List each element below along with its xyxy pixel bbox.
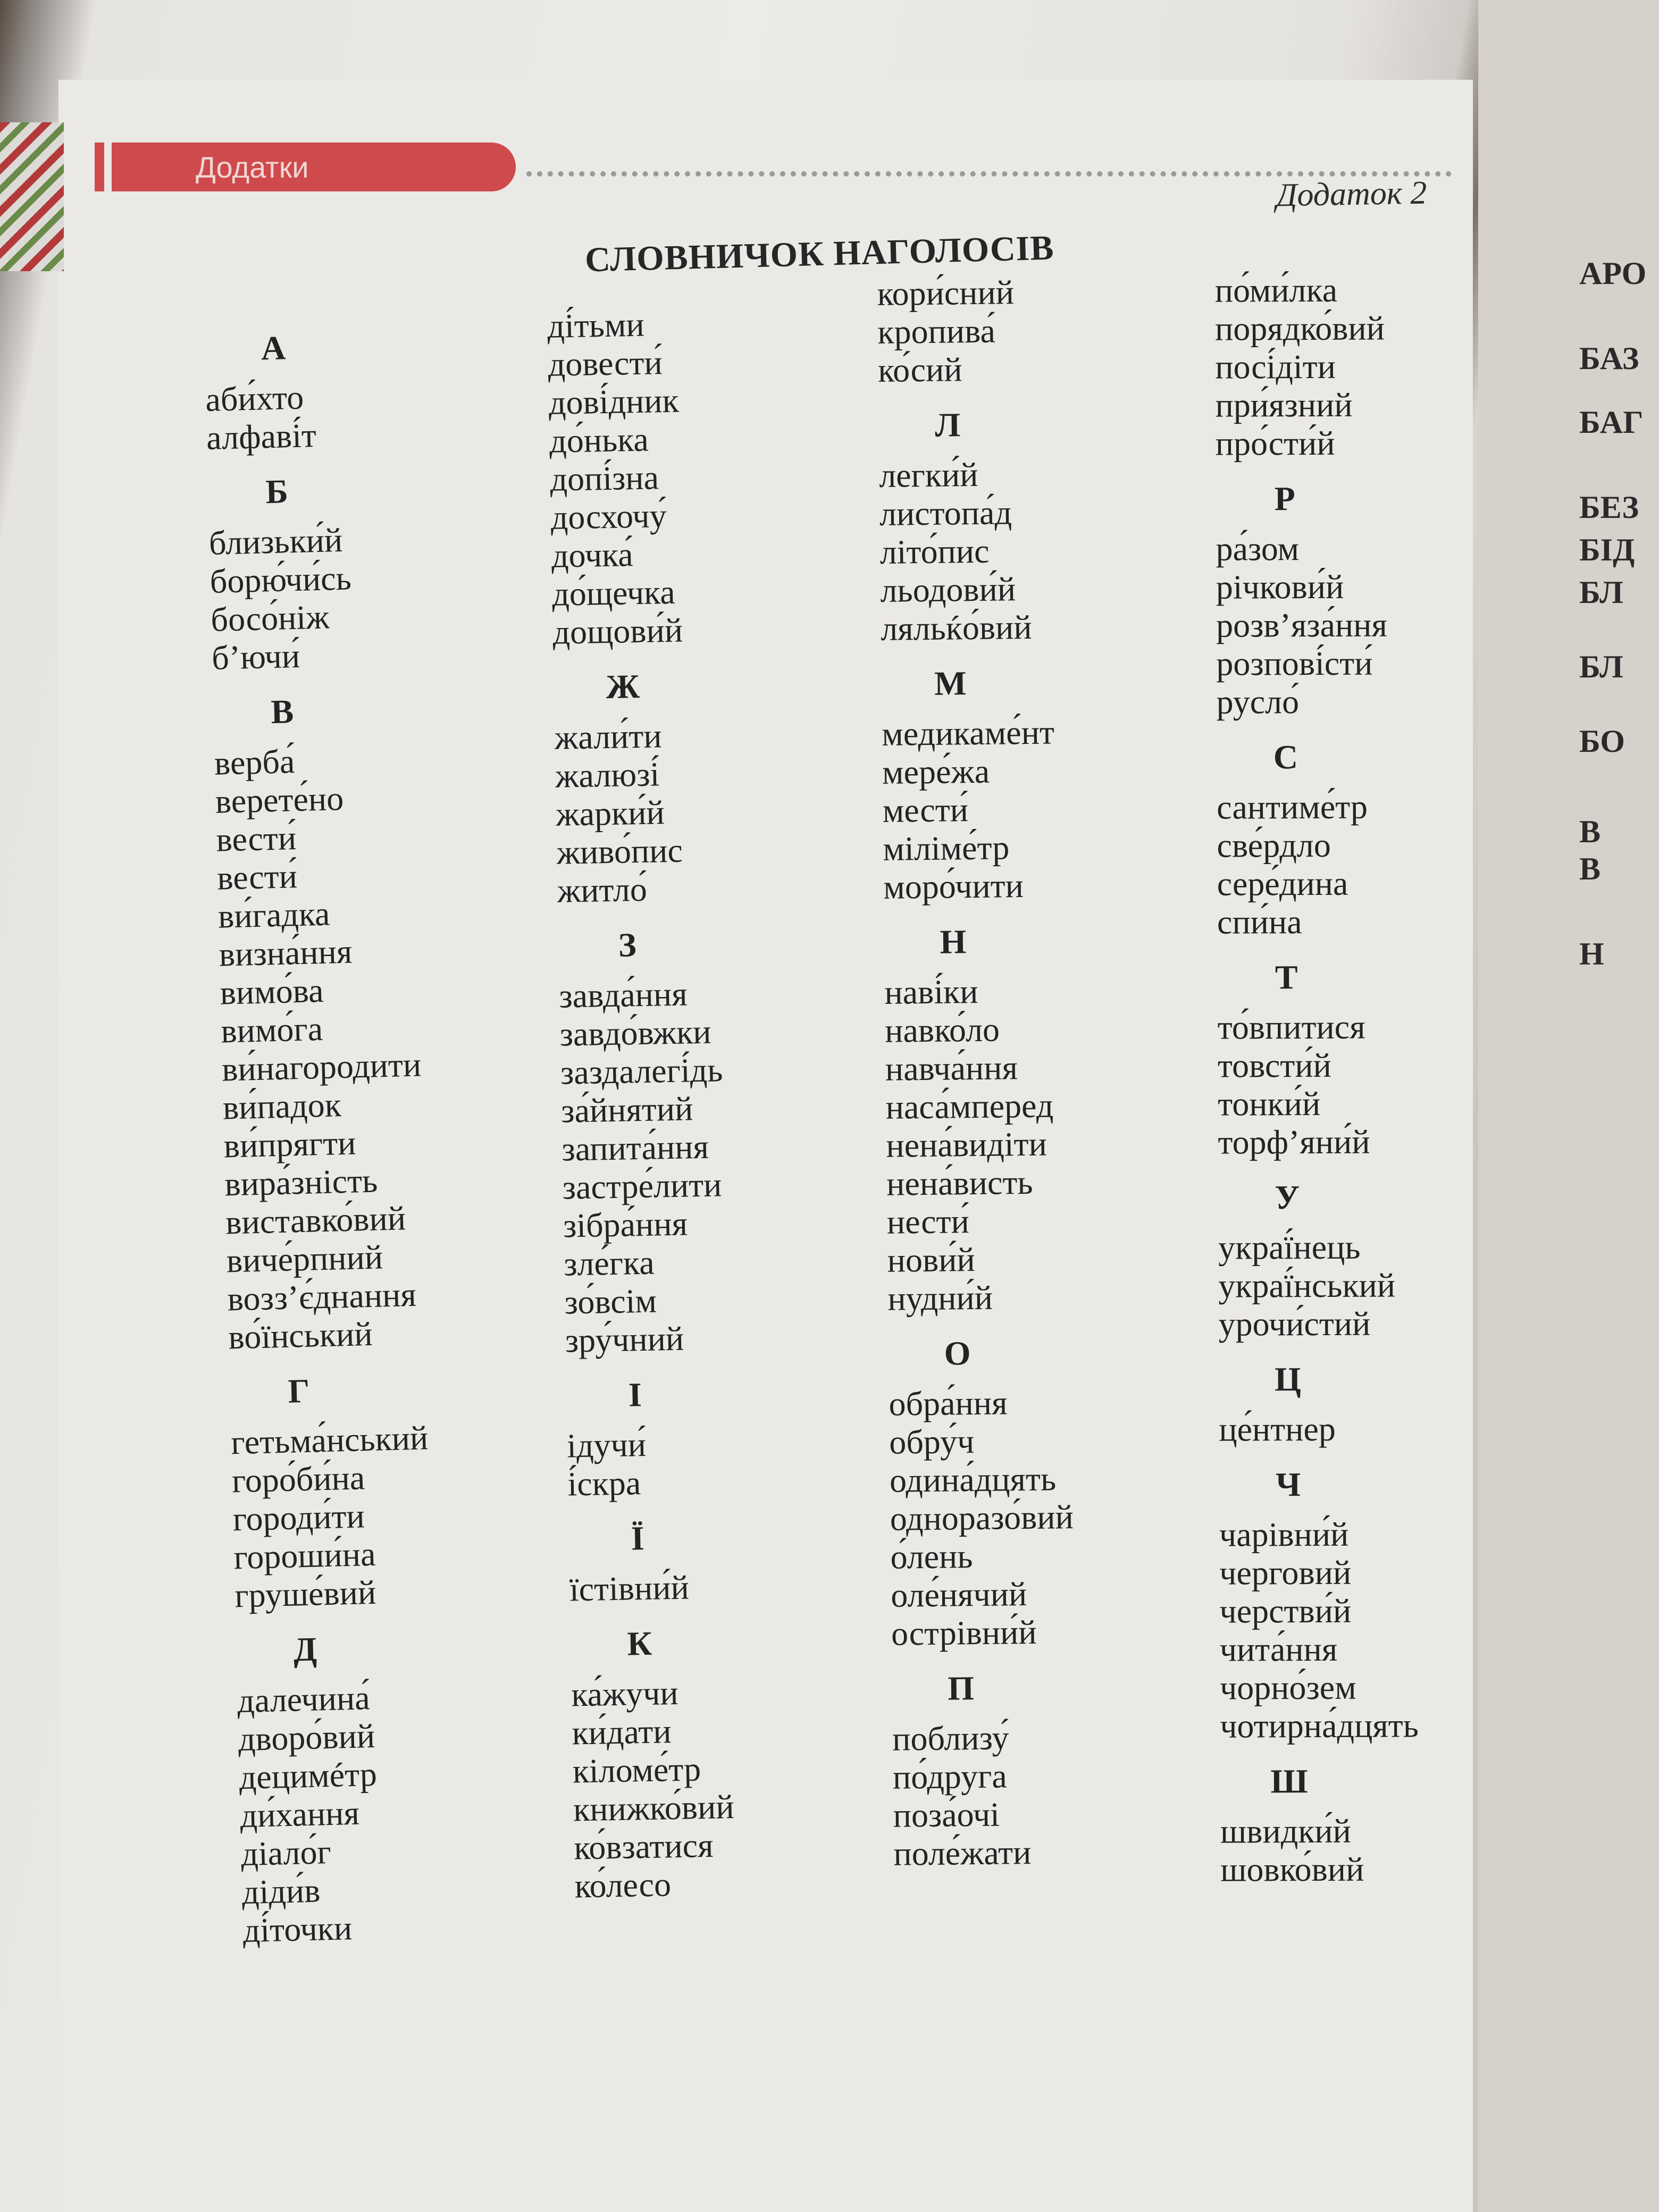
dictionary-word: груше́вий	[234, 1573, 376, 1615]
dictionary-word: чотирна́дцять	[1220, 1706, 1419, 1745]
dictionary-word: русло́	[1216, 683, 1300, 721]
dictionary-word: і́скра	[567, 1464, 641, 1503]
dictionary-word: заздалегі́дь	[560, 1051, 723, 1092]
dictionary-word: борю́чи́сь	[209, 559, 352, 600]
dictionary-word: дові́дник	[548, 381, 680, 422]
next-page-fragment: БІД	[1579, 532, 1635, 567]
dictionary-word: по́ми́лка	[1214, 271, 1338, 309]
dictionary-word: сантиме́тр	[1217, 787, 1368, 826]
dictionary-word: ви́падок	[222, 1086, 342, 1127]
dictionary-word: вимо́га	[220, 1009, 323, 1050]
section-letter: Б	[265, 472, 289, 511]
dictionary-word: децимéтр	[238, 1755, 378, 1797]
dictionary-word: чорно́зем	[1219, 1668, 1356, 1707]
dictionary-word: дощови́й	[552, 611, 683, 651]
dictionary-word: горо́би́на	[231, 1459, 366, 1500]
dictionary-word: ді́тьми	[547, 305, 645, 345]
dictionary-word: ко́сий	[877, 350, 962, 389]
next-page-fragment: Н	[1579, 936, 1604, 971]
dictionary-word: ідучи́	[566, 1425, 647, 1465]
dictionary-word: черговий	[1219, 1553, 1352, 1592]
dictionary-word: нена́видіти	[886, 1125, 1048, 1164]
dictionary-word: ляльќо́вий	[880, 608, 1032, 648]
next-page-fragment: АРО	[1579, 256, 1647, 291]
dictionary-word: урочи́стий	[1218, 1304, 1371, 1343]
dictionary-word: зле́гка	[563, 1243, 655, 1283]
dictionary-word: поблизу́	[892, 1719, 1009, 1758]
dictionary-word: легки́й	[878, 455, 978, 495]
dictionary-word: ди́хання	[239, 1794, 360, 1835]
dictionary-word: наві́ки	[884, 972, 978, 1011]
dictionary-word: посі́діти	[1215, 347, 1336, 386]
dictionary-word: про́сти́й	[1215, 424, 1335, 463]
dictionary-word: розв’яза́ння	[1216, 606, 1388, 644]
dictionary-word: возз’є́днання	[227, 1275, 417, 1318]
dictionary-word: обру́ч	[889, 1422, 975, 1461]
dictionary-word: зо́всім	[564, 1281, 657, 1321]
section-letter: Ч	[1276, 1465, 1301, 1504]
dictionary-word: за́йнятий	[560, 1090, 693, 1130]
dictionary-word: дочка́	[551, 535, 634, 575]
dictionary-word: тонки́й	[1218, 1084, 1321, 1123]
dictionary-word: ви́нагородити	[221, 1045, 422, 1088]
section-letter: Ц	[1274, 1360, 1301, 1398]
section-letter: Д	[292, 1630, 317, 1669]
dictionary-word: нести́	[886, 1202, 970, 1241]
dictionary-word: ко́лесо	[574, 1865, 672, 1905]
dictionary-word: ка́жучи	[571, 1673, 679, 1714]
dictionary-word: льодови́й	[880, 570, 1016, 609]
dictionary-column-1	[203, 309, 442, 1950]
dictionary-word: во́їнський	[228, 1314, 373, 1356]
dictionary-word: кори́сний	[877, 273, 1015, 313]
appendix-label: Додаток 2	[1276, 174, 1427, 214]
dictionary-word: верете́но	[215, 779, 344, 820]
dictionary-word: алфаві́т	[206, 416, 317, 457]
next-page-fragment: БЛ	[1579, 649, 1623, 684]
dictionary-word: застре́лити	[562, 1166, 722, 1206]
dictionary-word: розпові́сти́	[1216, 644, 1373, 683]
next-page-fragment: БАГ	[1579, 405, 1644, 440]
next-page-fragment: В	[1579, 851, 1601, 886]
dictionary-word: до́нька	[549, 420, 649, 460]
next-page-fragment: БАЗ	[1579, 341, 1639, 376]
section-label: Додатки	[196, 150, 309, 184]
dictionary-column-3	[877, 273, 1077, 1873]
section-letter: Ш	[1270, 1762, 1308, 1800]
dictionary-word: сере́дина	[1217, 864, 1348, 903]
dictionary-word: нудни́й	[887, 1278, 993, 1318]
dictionary-word: медикаме́нт	[881, 713, 1055, 753]
section-letter: О	[944, 1334, 971, 1372]
dictionary-word: чита́ння	[1219, 1630, 1338, 1669]
section-letter: Т	[1275, 958, 1298, 996]
dictionary-word: босо́ніж	[210, 598, 330, 639]
dictionary-word: виставко́вий	[225, 1199, 406, 1242]
dictionary-word: мести́	[882, 791, 969, 830]
dictionary-word: ви́прягти	[223, 1124, 357, 1165]
dictionary-word: жали́ти	[554, 717, 663, 757]
dictionary-word: городи́ти	[232, 1497, 365, 1538]
section-letter: С	[1273, 738, 1298, 776]
dictionary-word: обра́ння	[889, 1384, 1008, 1423]
next-page-fragment: БЕЗ	[1579, 490, 1639, 525]
section-letter: Н	[940, 923, 967, 961]
dictionary-word: зібра́ння	[563, 1204, 688, 1245]
next-page-fragment: БО	[1579, 724, 1625, 759]
dictionary-word: чарівни́й	[1219, 1515, 1349, 1554]
dictionary-word: украї́нець	[1218, 1228, 1361, 1267]
dictionary-word: ра́зом	[1216, 530, 1300, 568]
next-page-fragment: БЛ	[1579, 575, 1623, 610]
dictionary-word: вести́	[215, 819, 297, 859]
dictionary-word: ви́гадка	[217, 894, 331, 935]
dictionary-word: вимо́ва	[219, 971, 324, 1012]
section-letter: М	[934, 664, 967, 702]
dictionary-word: кіломе́тр	[572, 1750, 701, 1790]
dictionary-word: навко́ло	[884, 1010, 1000, 1050]
section-letter: І	[628, 1376, 642, 1414]
dictionary-word: одина́дцять	[889, 1460, 1057, 1499]
dictionary-word: вести́	[216, 857, 298, 897]
dictionary-word: поза́очі	[893, 1795, 1000, 1834]
dictionary-word: поле́жати	[893, 1833, 1032, 1873]
dictionary-word: діало́г	[240, 1833, 332, 1873]
dictionary-word: шовко́вий	[1220, 1850, 1364, 1889]
dictionary-word: вира́зність	[224, 1161, 378, 1203]
dictionary-word: запита́ння	[561, 1127, 709, 1168]
dictionary-word: досхочу́	[550, 497, 667, 537]
section-letter: П	[947, 1669, 975, 1707]
dictionary-word: зру́чний	[565, 1319, 684, 1360]
dictionary-word: о́лень	[890, 1537, 973, 1576]
dictionary-word: черстви́й	[1219, 1591, 1352, 1630]
dictionary-word: діди́в	[241, 1871, 321, 1912]
section-letter: К	[626, 1624, 652, 1663]
page-title: СЛОВНИЧОК НАГОЛОСІВ	[584, 228, 1055, 280]
dictionary-word: живо́пис	[556, 831, 683, 872]
section-letter: Р	[1274, 480, 1295, 518]
section-banner-bar	[95, 143, 104, 191]
dictionary-word: кропива́	[877, 312, 996, 351]
dictionary-word: моро́чити	[883, 867, 1024, 906]
dictionary-word: торф’яни́й	[1218, 1122, 1370, 1161]
dictionary-word: житло́	[557, 870, 648, 910]
dictionary-word: завда́ння	[558, 975, 688, 1015]
dictionary-word: це́нтнер	[1219, 1410, 1336, 1448]
dictionary-word: ко́взатися	[573, 1826, 714, 1867]
dictionary-word: допі́зна	[549, 458, 659, 498]
dictionary-word: довести́	[548, 343, 663, 383]
dictionary-word: наса́мперед	[885, 1086, 1054, 1126]
dictionary-word: одноразо́вий	[890, 1498, 1074, 1538]
dictionary-word: жалюзі́	[555, 755, 660, 795]
dictionary-word: спи́на	[1217, 903, 1302, 941]
dictionary-word: міліме́тр	[883, 828, 1010, 868]
dictionary-word: све́рдло	[1217, 826, 1331, 865]
dictionary-word: книжко́вий	[573, 1788, 735, 1829]
dictionary-word: виче́рпний	[226, 1238, 383, 1280]
section-letter: Ї	[631, 1519, 645, 1557]
dictionary-word: швидки́й	[1220, 1812, 1351, 1850]
dictionary-word: річкови́й	[1216, 567, 1344, 606]
section-letter: Г	[287, 1371, 311, 1410]
dictionary-word: ки́дати	[571, 1712, 672, 1752]
dictionary-word: гороши́на	[233, 1535, 376, 1577]
dictionary-word: завдо́вжки	[559, 1012, 712, 1053]
dictionary-word: нена́висть	[886, 1163, 1033, 1203]
section-letter: Ж	[606, 667, 640, 706]
dictionary-word: їстівни́й	[569, 1568, 690, 1608]
dictionary-column-2	[547, 305, 738, 1906]
dictionary-word: нови́й	[887, 1241, 976, 1279]
dictionary-word: при́язний	[1215, 386, 1353, 424]
dictionary-word: до́щечка	[551, 573, 676, 613]
dictionary-word: листопа́д	[879, 493, 1012, 533]
dictionary-word: далечина́	[237, 1679, 371, 1720]
dictionary-word: літо́пис	[879, 532, 990, 571]
dictionary-word: товсти́й	[1217, 1046, 1331, 1085]
dictionary-word: близьки́й	[208, 521, 343, 562]
dictionary-word: навча́ння	[885, 1049, 1018, 1088]
dictionary-word: украї́нський	[1218, 1266, 1396, 1305]
dictionary-word: жарки́й	[555, 793, 665, 833]
section-letter: В	[270, 692, 294, 731]
dictionary-word: гетьма́нський	[230, 1419, 429, 1462]
dictionary-word: оле́нячий	[890, 1575, 1027, 1614]
dictionary-word: дворо́вий	[238, 1716, 375, 1758]
dictionary-word: порядко́вий	[1214, 309, 1385, 348]
dictionary-word: по́друга	[892, 1757, 1007, 1796]
dictionary-word: ді́точки	[242, 1909, 353, 1950]
dictionary-word: верба́	[214, 742, 296, 782]
dictionary-word: б’ючи́	[211, 636, 300, 677]
dictionary-word: то́впитися	[1217, 1008, 1365, 1046]
section-letter: У	[1275, 1178, 1300, 1217]
decorative-edge-pattern	[0, 122, 64, 271]
dictionary-column-4	[1215, 271, 1419, 1889]
next-page-fragment: В	[1579, 814, 1601, 849]
next-page-edge	[1478, 0, 1659, 2212]
dictionary-word: визна́ння	[219, 932, 353, 974]
dictionary-word: острівни́й	[891, 1613, 1037, 1653]
section-letter: З	[618, 926, 637, 964]
section-letter: Л	[935, 406, 961, 444]
dictionary-word: аби́хто	[205, 378, 304, 418]
dictionary-word: мере́жа	[882, 752, 990, 791]
section-letter: А	[261, 329, 287, 367]
section-banner	[112, 143, 516, 191]
